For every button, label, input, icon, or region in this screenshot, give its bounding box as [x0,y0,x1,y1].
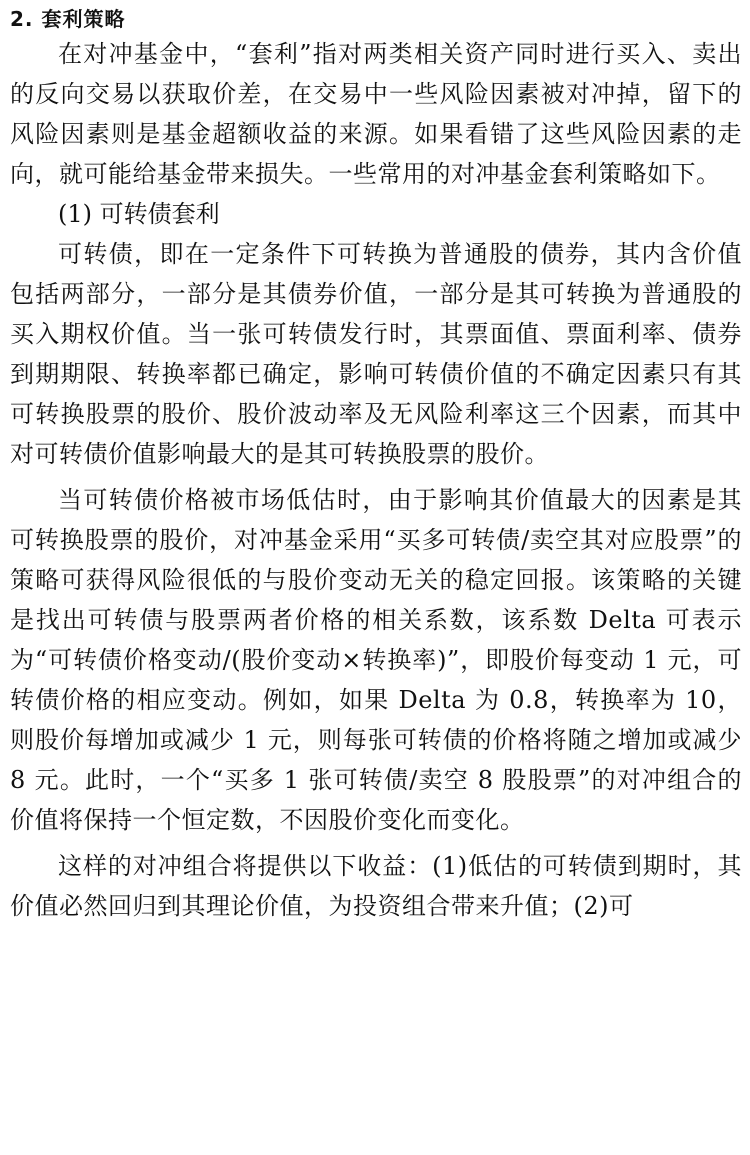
body-paragraph-3: 这样的对冲组合将提供以下收益：(1)低估的可转债到期时，其价值必然回归到其理论价值，为投资组合带来升值；(2)可 [10,852,742,920]
document-page [10,4,742,926]
intro-paragraph: 在对冲基金中，“套利”指对两类相关资产同时进行买入、卖出的反向交易以获取价差，在交易中一些风险因素被对冲掉，留下的风险因素则是基金超额收益的来源。如果看错了这些风险因素的走向，就可能给基金带来损失。一些常用的对冲基金套利策略如下。 [10,40,742,188]
subsection-heading: (1) 可转债套利 [58,200,220,228]
section-heading: 2. 套利策略 [10,7,126,31]
body-paragraph-2: 当可转债价格被市场低估时，由于影响其价值最大的因素是其可转换股票的股价，对冲基金采用“买多可转债/卖空其对应股票”的策略可获得风险很低的与股价变动无关的稳定回报。该策略的关键是找出可转债与股票两者价格的相关系数，该系数 Delta 可表示为“可转债价格变动/(股价变动×转换率)”，即股价每变动 1 元，可转债价格的相应变动。例如，如果 Delta 为 0.8，转换率为 10，则股价每增加或减少 1 元，则每张可转债的价格将随之增加或减少 8 元。此时，一个“买多 1 张可转债/卖空 8 股股票”的对冲组合的价值将保持一个恒定数，不因股价变化而变化。 [10,486,742,834]
body-paragraph-1: 可转债，即在一定条件下可转换为普通股的债券，其内含价值包括两部分，一部分是其债券价值，一部分是其可转换为普通股的买入期权价值。当一张可转债发行时，其票面值、票面利率、债券到期期限、转换率都已确定，影响可转债价值的不确定因素只有其可转换股票的股价、股价波动率及无风险利率这三个因素，而其中对可转债价值影响最大的是其可转换股票的股价。 [10,240,742,468]
